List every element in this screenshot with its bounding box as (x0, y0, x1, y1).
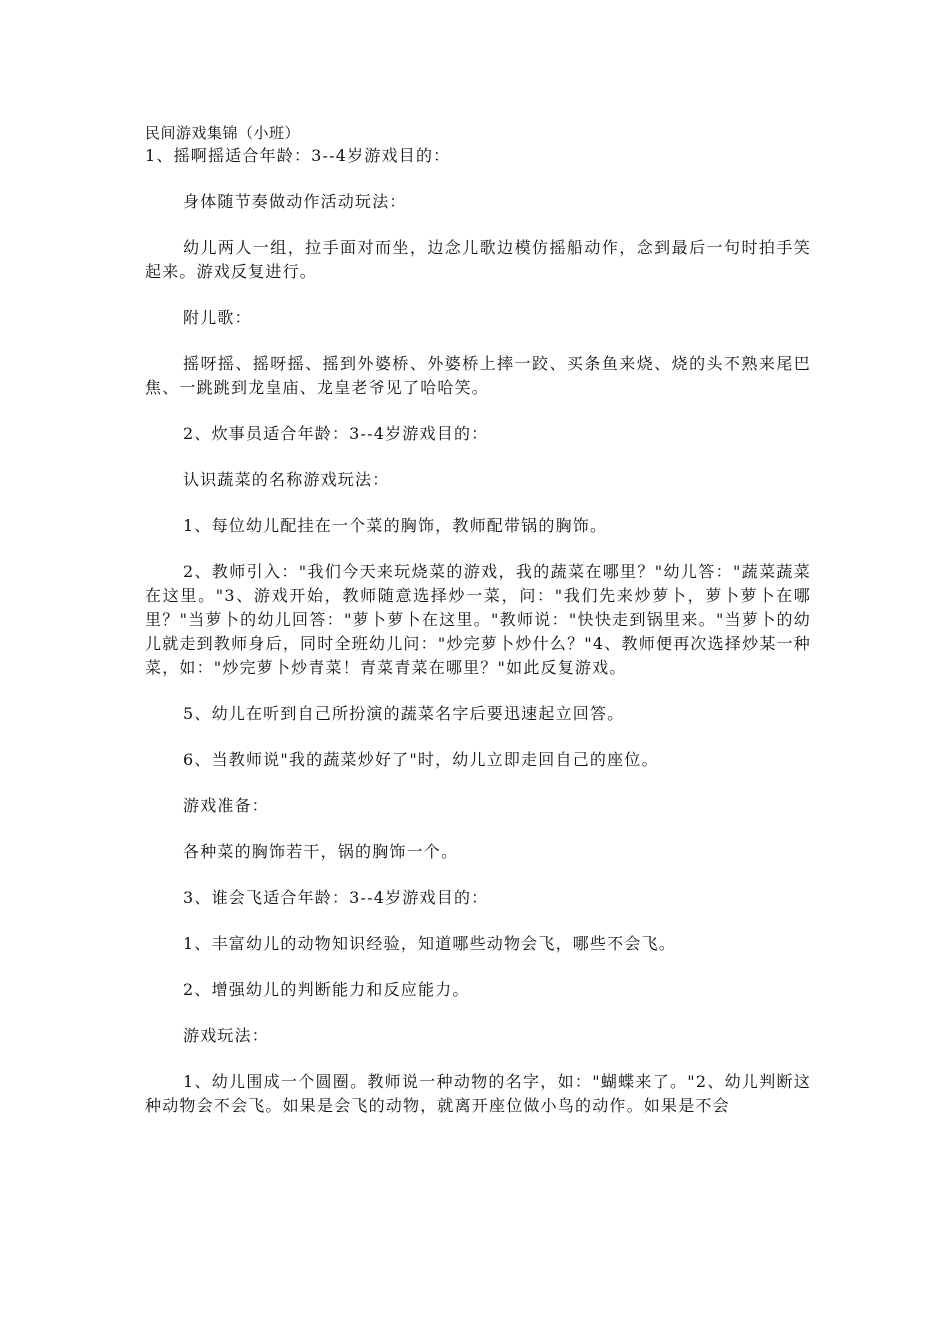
paragraph: 5、幼儿在听到自己所扮演的蔬菜名字后要迅速起立回答。 (183, 704, 625, 723)
paragraph: 各种菜的胸饰若干，锅的胸饰一个。 (183, 842, 459, 861)
paragraph: 2、教师引入："我们今天来玩烧菜的游戏，我的蔬菜在哪里？"幼儿答："蔬菜蔬菜在这里。"3、游戏开始，教师随意选择炒一菜，问："我们先来炒萝卜，萝卜萝卜在哪里？"当萝卜的幼儿回答："萝卜萝卜在这里。"教师说："快快走到锅里来。"当萝卜的幼儿就走到教师身后，同时全班幼儿问："炒完萝卜炒什么？"4、教师便再次选择炒某一种菜，如："炒完萝卜炒青菜！青菜青菜在哪里？"如此反复游戏。 (145, 562, 811, 677)
paragraph: 认识蔬菜的名称游戏玩法： (183, 470, 390, 489)
paragraph-nursery-rhyme: 摇呀摇、摇呀摇、摇到外婆桥、外婆桥上摔一跤、买条鱼来烧、烧的头不熟来尾巴焦、一跳跳到龙皇庙、龙皇老爷见了哈哈笑。 (145, 354, 811, 397)
paragraph: 身体随节奏做动作活动玩法： (183, 192, 407, 211)
document-body (145, 122, 811, 1118)
paragraph: 1、每位幼儿配挂在一个菜的胸饰，教师配带锅的胸饰。 (183, 516, 608, 535)
paragraph: 附儿歌： (183, 308, 252, 327)
paragraph: 2、增强幼儿的判断能力和反应能力。 (183, 980, 470, 999)
paragraph: 1、丰富幼儿的动物知识经验，知道哪些动物会飞，哪些不会飞。 (183, 934, 676, 953)
paragraph: 游戏玩法： (183, 1026, 270, 1045)
paragraph-game-3-heading: 3、谁会飞适合年龄：3--4岁游戏目的： (183, 888, 489, 907)
document-title: 民间游戏集锦（小班） (145, 124, 301, 142)
paragraph: 6、当教师说"我的蔬菜炒好了"时，幼儿立即走回自己的座位。 (183, 750, 659, 769)
paragraph: 1、幼儿围成一个圆圈。教师说一种动物的名字，如："蝴蝶来了。"2、幼儿判断这种动物会不会飞。如果是会飞的动物，就离开座位做小鸟的动作。如果是不会 (145, 1072, 811, 1115)
paragraph: 游戏准备： (183, 796, 270, 815)
paragraph-game-2-heading: 2、炊事员适合年龄：3--4岁游戏目的： (183, 424, 489, 443)
paragraph-game-1-heading: 1、摇啊摇适合年龄：3--4岁游戏目的： (145, 146, 451, 165)
paragraph: 幼儿两人一组，拉手面对而坐，边念儿歌边模仿摇船动作，念到最后一句时拍手笑起来。游戏反复进行。 (145, 238, 811, 281)
